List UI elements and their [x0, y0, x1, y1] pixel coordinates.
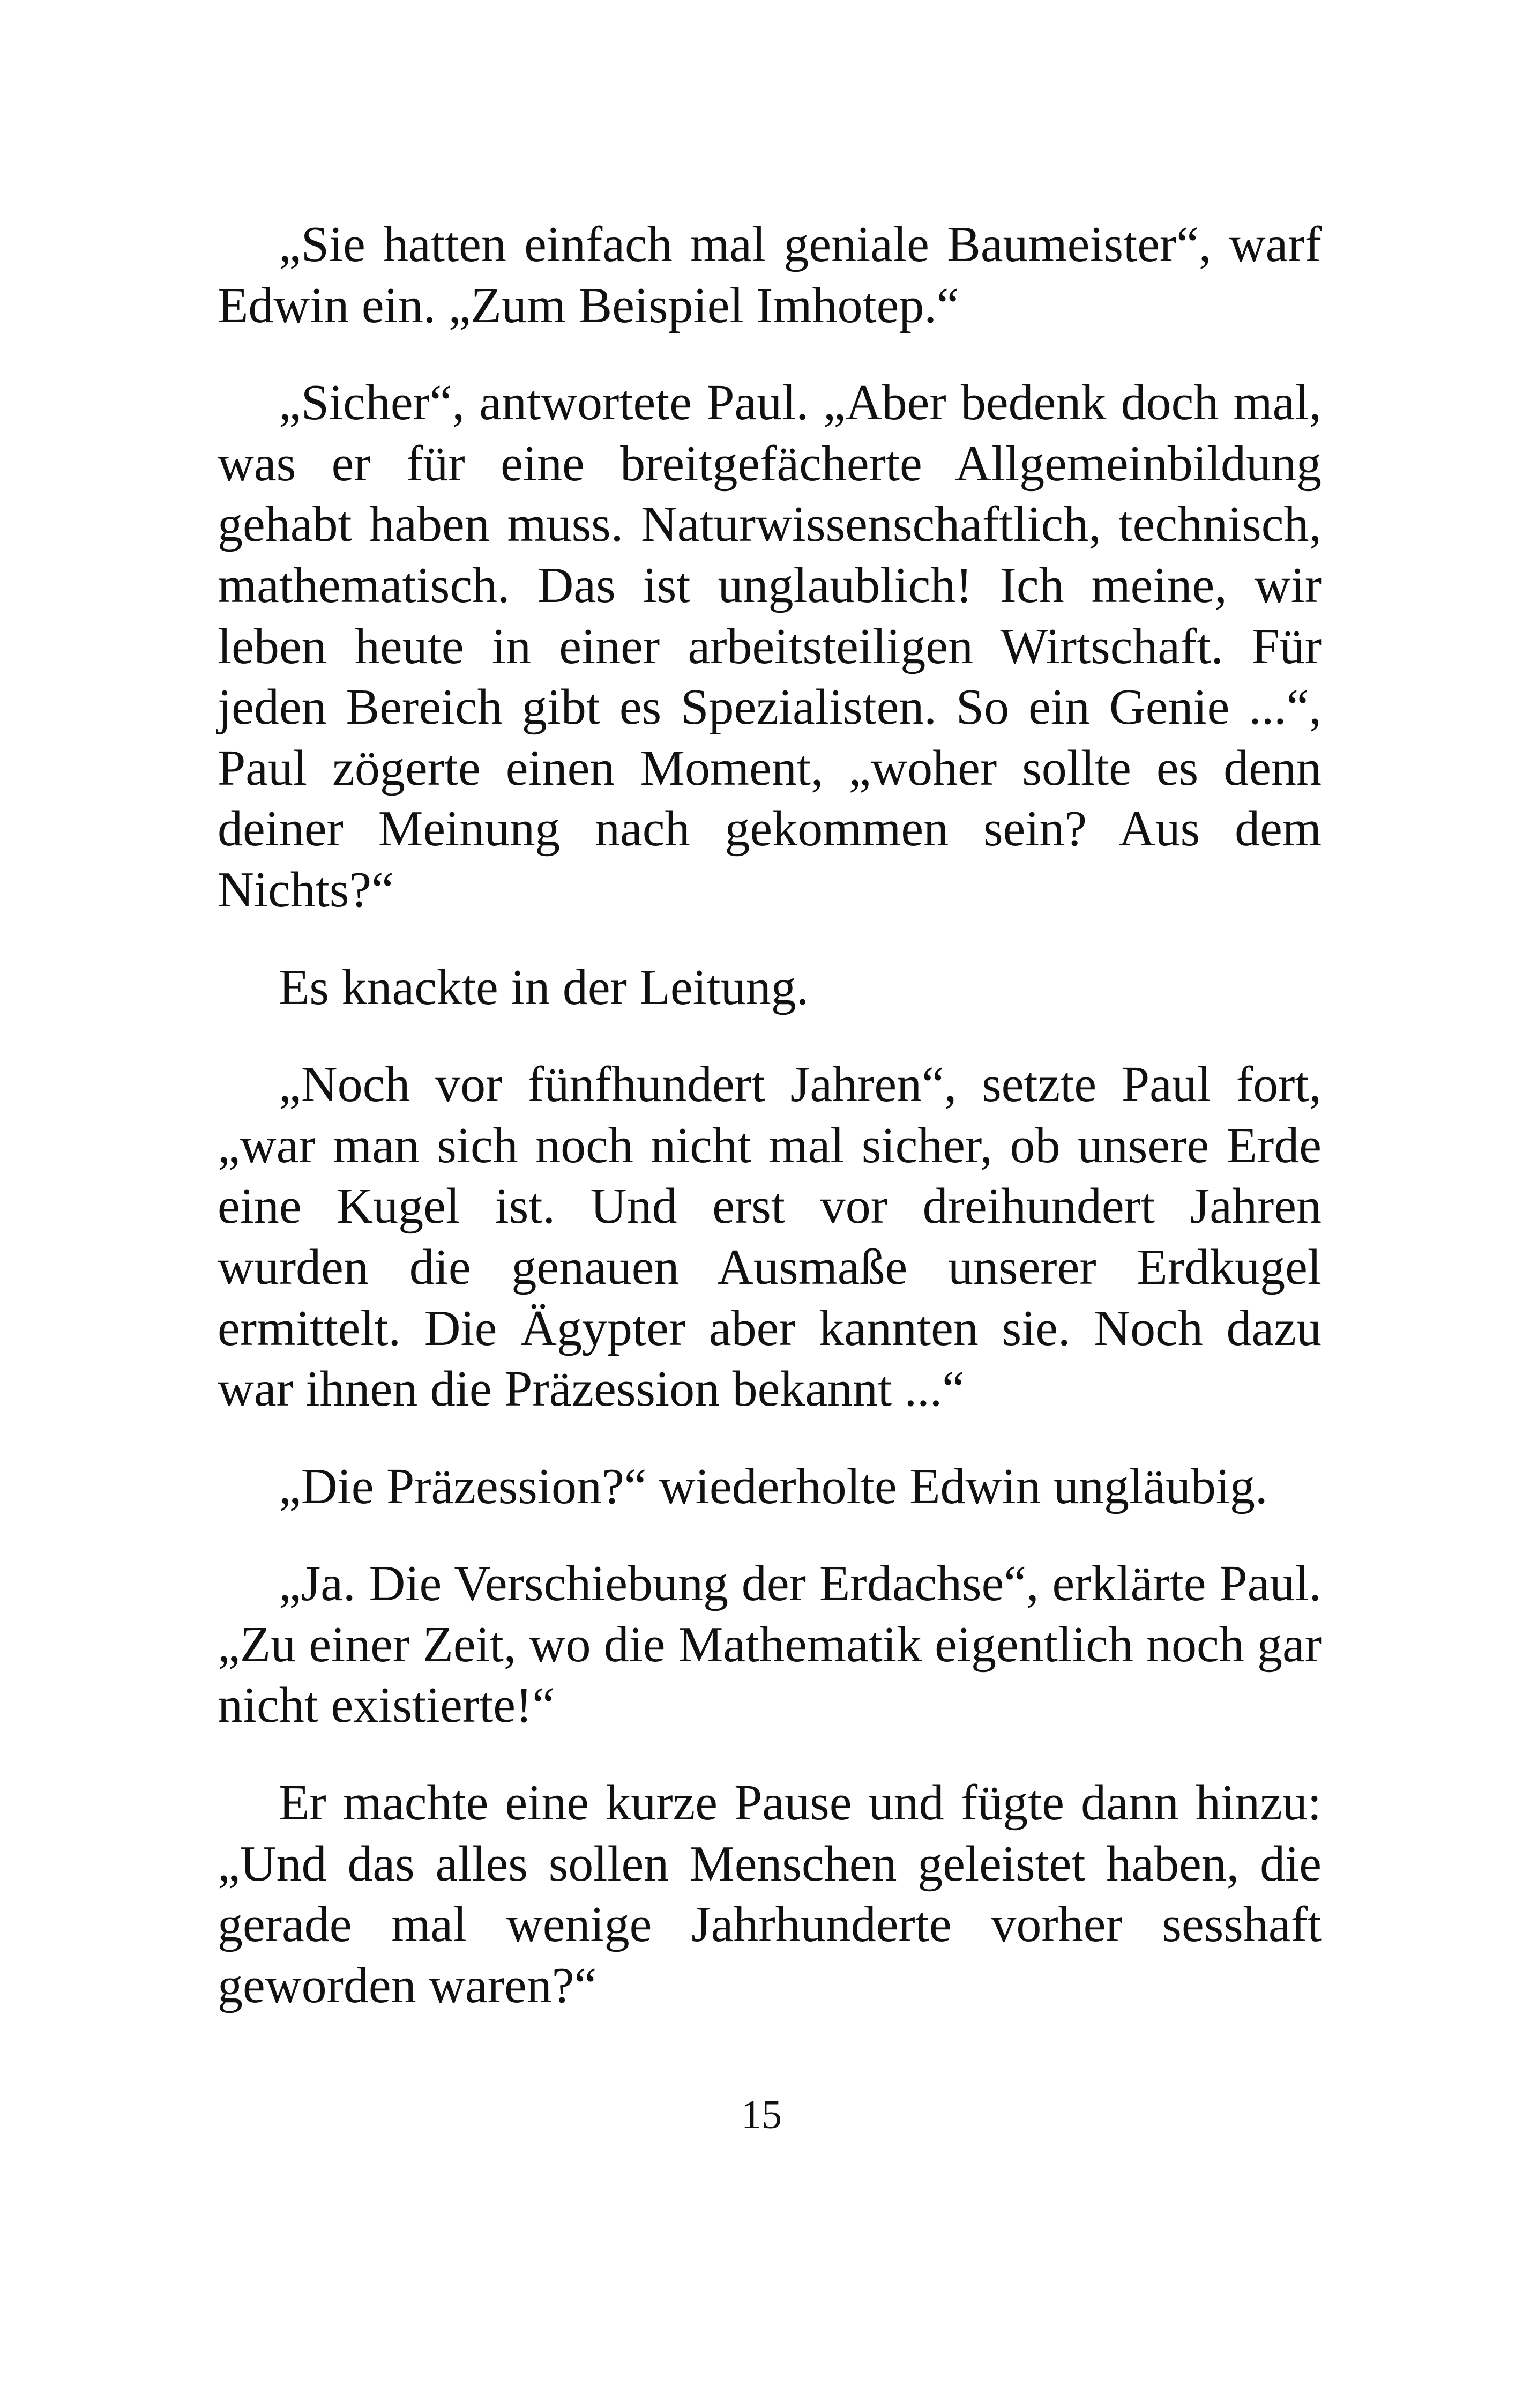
paragraph: Er machte eine kurze Pause und fügte dann hinzu: „Und das alles sollen Menschen geleistet haben, die gerade mal wenige Jahrhunderte vorher sesshaft geworden waren?“ — [218, 1775, 1322, 2013]
page-number: 15 — [741, 2092, 782, 2137]
paragraph: „Noch vor fünfhundert Jahren“, setzte Paul fort, „war man sich noch nicht mal sicher, ob unsere Erde eine Kugel ist. Und erst vor dreihundert Jahren wurden die genauen Ausmaße unserer Erdkugel ermittelt. Die Ägypter aber kannten sie. Noch dazu war ihnen die Präzession bekannt ...“ — [218, 1057, 1322, 1417]
paragraph: Es knackte in der Leitung. — [279, 959, 809, 1015]
paragraph: „Sicher“, antwortete Paul. „Aber bedenk doch mal, was er für eine breitgefächerte Allgemeinbildung gehabt haben muss. Naturwissenschaftlich, technisch, mathematisch. Das ist unglaublich! Ich meine, wir leben heute in einer arbeitsteiligen Wirtschaft. Für jeden Bereich gibt es Spezialisten. So ein Genie ...“, Paul zögerte einen Moment, „woher sollte es denn deiner Meinung nach gekommen sein? Aus dem Nichts?“ — [218, 375, 1322, 918]
paragraph: „Die Präzession?“ wiederholte Edwin ungläubig. — [279, 1458, 1268, 1514]
body-text — [218, 214, 1322, 2053]
paragraph: „Ja. Die Verschiebung der Erdachse“, erklärte Paul. „Zu einer Zeit, wo die Mathematik eigentlich noch gar nicht existierte!“ — [218, 1556, 1322, 1734]
paragraph: „Sie hatten einfach mal geniale Baumeister“, warf Edwin ein. „Zum Beispiel Imhotep.“ — [218, 217, 1322, 333]
